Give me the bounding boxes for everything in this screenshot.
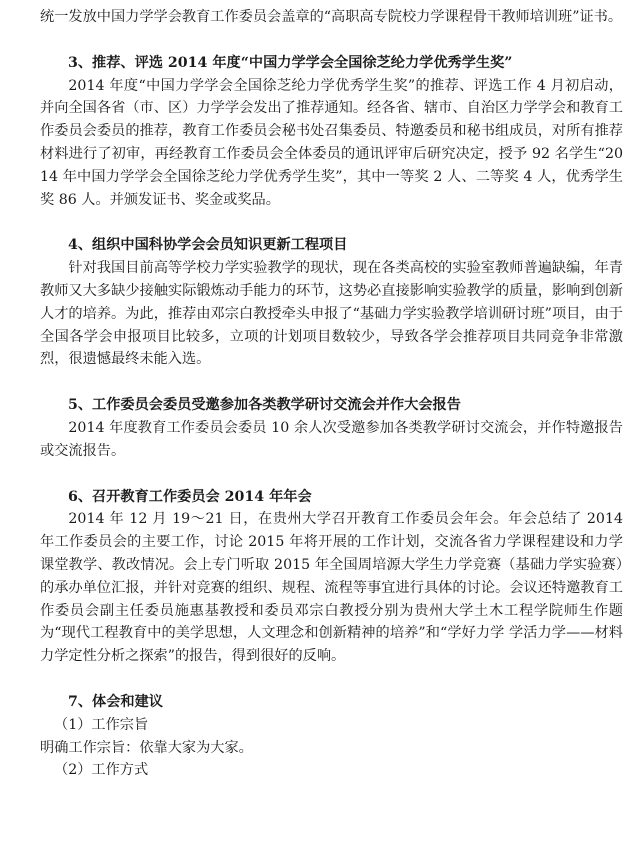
section-7-item-2: （2）工作方式 xyxy=(54,762,149,779)
spacer xyxy=(40,668,623,691)
spacer xyxy=(40,463,623,486)
section-3-body: 2014 年度“中国力学学会全国徐芝纶力学优秀学生奖”的推荐、评选工作 4 月初启动，并向全国各省（市、区）力学学会发出了推荐通知。经各省、辖市、自治区力学学会和教育工作委员会委员的推荐，教育工作委员会秘书处召集委员、特邀委员和秘书组成员，对所有推荐材料进行了初审，再经教育工作委员会全体委员的通讯评审后研究决定，授予 92 名学生“2014 年中国力学学会全国徐芝纶力学优秀学生奖”，其中一等奖 2 人、二等奖 4 人，优秀学生奖 86 人。并颁发证书、奖金或奖品。 xyxy=(40,77,623,208)
section-7-item-1: （1）工作宗旨 xyxy=(54,716,149,733)
section-4-body: 针对我国目前高等学校力学实验教学的现状，现在各类高校的实验室教师普遍缺编，年青教师又大多缺少接触实际锻炼动手能力的环节，这势必直接影响实验教学的质量，影响到创新人才的培养。为此，推荐由邓宗白教授牵头申报了“基础力学实验教学培训研讨班”项目，由于全国各学会申报项目比较多，立项的计划项目数较少，导致各学会推荐项目共同竞争非常激烈，很遗憾最终未能入选。 xyxy=(40,260,623,368)
spacer xyxy=(40,211,623,234)
section-7-heading: 7、体会和建议 xyxy=(68,693,163,710)
section-3-heading: 3、推荐、评选 2014 年度“中国力学学会全国徐芝纶力学优秀学生奖” xyxy=(68,54,513,71)
section-4-heading: 4、组织中国科协学会会员知识更新工程项目 xyxy=(68,237,348,254)
section-5-body: 2014 年度教育工作委员会委员 10 余人次受邀参加各类教学研讨交流会，并作特邀报告或交流报告。 xyxy=(40,419,623,459)
spacer xyxy=(40,29,623,52)
section-7-item-1-text: 明确工作宗旨：依靠大家为大家。 xyxy=(40,739,253,756)
intro-paragraph: 统一发放中国力学学会教育工作委员会盖章的“高职高专院校力学课程骨干教师培训班”证书。 xyxy=(40,9,623,25)
section-5-heading: 5、工作委员会委员受邀参加各类教学研讨交流会并作大会报告 xyxy=(68,397,461,414)
section-6-heading: 6、召开教育工作委员会 2014 年年会 xyxy=(68,488,312,505)
spacer xyxy=(40,371,623,394)
section-6-body: 2014 年 12 月 19～21 日，在贵州大学召开教育工作委员会年会。年会总结了 2014 年工作委员会的主要工作，讨论 2015 年将开展的工作计划，交流各省力学课程建设和力学课堂教学、教改情况。会上专门听取 2015 年全国周培源大学生力学竞赛（基础力学实验赛）的承办单位汇报，并针对竞赛的组织、规程、流程等事宜进行具体的讨论。会议还特邀教育工作委员会副主任委员施惠基教授和委员邓宗白教授分别为贵州大学土木工程学院师生作题为“现代工程教育中的美学思想，人文理念和创新精神的培养”和“学好力学 学活力学——材料力学定性分析之探索”的报告，得到很好的反响。 xyxy=(40,511,623,665)
